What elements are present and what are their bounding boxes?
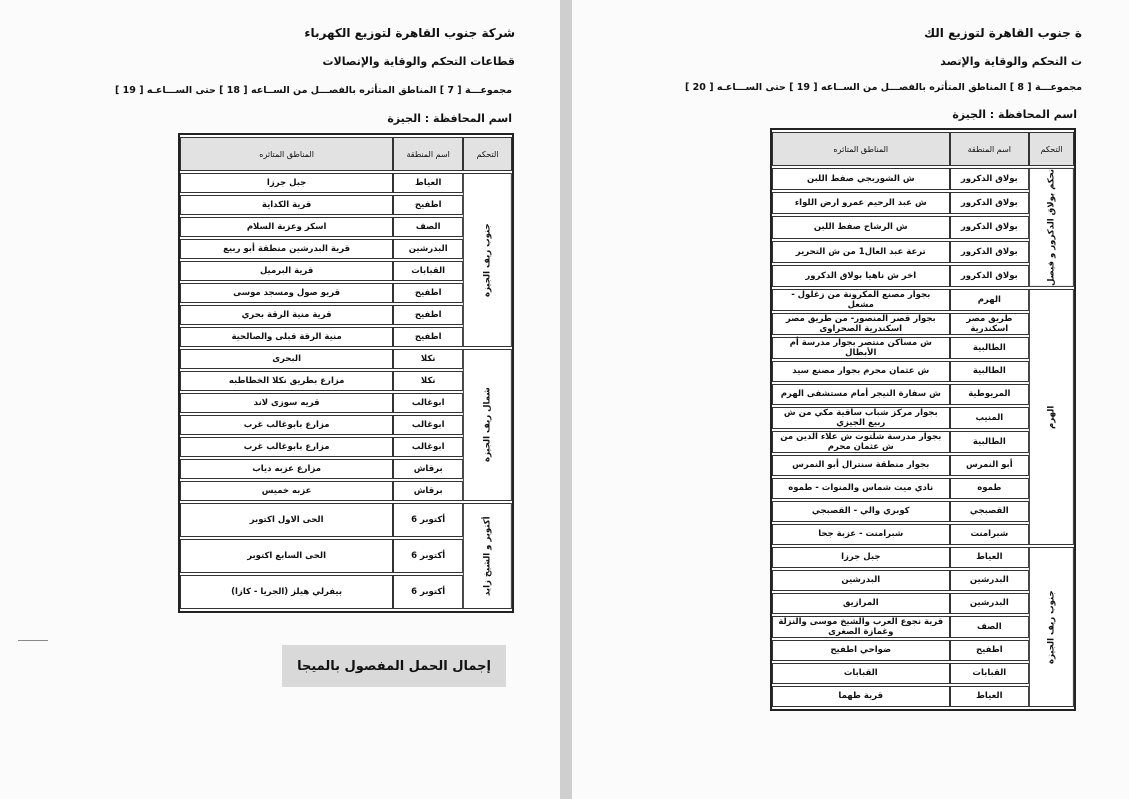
area-cell: الطالبية <box>950 431 1030 453</box>
area-cell: اطفيح <box>950 640 1030 661</box>
affected-cell: جبل جرزا <box>180 173 393 193</box>
affected-cell: قريه سوزى لاند <box>180 393 393 413</box>
area-cell: شبرامنت <box>950 524 1030 545</box>
affected-cell: ش عبد الرحيم عمرو ارض اللواء <box>772 192 950 214</box>
area-cell: القبابات <box>393 261 463 281</box>
area-cell: العياط <box>950 686 1030 707</box>
area-cell: الصف <box>950 616 1030 638</box>
table-row <box>180 503 512 537</box>
area-cell: ابوغالب <box>393 415 463 435</box>
sectors-title: ت التحكم والوقاية والإتصد <box>940 55 1082 68</box>
affected-cell: عزبه خميس <box>180 481 393 501</box>
area-cell: الطالبية <box>950 361 1030 382</box>
area-cell: بولاق الدكرور <box>950 265 1030 287</box>
affected-cell: ش سفارة النيجر أمام مستشفى الهرم <box>772 384 950 405</box>
affected-cell: قريو صول ومسجد موسى <box>180 283 393 303</box>
area-cell: طموه <box>950 478 1030 499</box>
affected-cell: المرازيق <box>772 593 950 614</box>
control-cell: جنوب ريف الجيزة <box>1029 547 1074 707</box>
affected-cell: قرية نجوع العرب والشيخ موسى والنزلة وغمازة الصغرى <box>772 616 950 638</box>
area-cell: الهرم <box>950 289 1030 311</box>
header-affected: المناطق المتاثره <box>180 137 393 171</box>
affected-cell: اسكر وعزبة السلام <box>180 217 393 237</box>
sectors-title: قطاعات التحكم والوقاية والإتصالات <box>322 55 515 68</box>
affected-cell: البحرى <box>180 349 393 369</box>
area-cell: أكتوبر 6 <box>393 539 463 573</box>
table-row <box>180 349 512 369</box>
affected-cell: قرية طهما <box>772 686 950 707</box>
right-page <box>572 0 1129 799</box>
affected-cell: الحى الاول اكتوبر <box>180 503 393 537</box>
table-row <box>180 173 512 193</box>
page-gutter <box>560 0 572 799</box>
affected-cell: مزارع بابوغالب غرب <box>180 415 393 435</box>
affected-cell: ترعة عبد العال1 من ش التحرير <box>772 241 950 263</box>
affected-cell: ش الرشاح صفط اللبن <box>772 216 950 238</box>
area-cell: الطالبية <box>950 337 1030 359</box>
affected-cell: بجوار قصر المنصور- من طريق مصر اسكندرية الصحراوى <box>772 313 950 335</box>
affected-cell: شبرامنت - عزبة جحا <box>772 524 950 545</box>
affected-cell: ضواحي اطفيح <box>772 640 950 661</box>
total-load-label: إجمال الحمل المفصول بالميجا <box>282 645 506 687</box>
header-affected: المناطق المتاثره <box>772 132 950 166</box>
control-cell: جنوب ريف الجيزة <box>463 173 512 347</box>
area-cell: العياط <box>393 173 463 193</box>
area-cell: أكتوبر 6 <box>393 575 463 609</box>
area-cell: نكلا <box>393 371 463 391</box>
affected-cell: جبل جرزا <box>772 547 950 568</box>
header-area: اسم المنطقة <box>393 137 463 171</box>
affected-cell: الحى السابع اكتوبر <box>180 539 393 573</box>
area-cell: العياط <box>950 547 1030 568</box>
area-cell: القصبجي <box>950 501 1030 522</box>
header-control: التحكم <box>1029 132 1074 166</box>
affected-cell: ش عثمان محرم بجوار مصنع سيد <box>772 361 950 382</box>
group-line: مجموعـــة [ 7 ] المناطق المتأثره بالفصـــل من الســاعه [ 18 ] حتى الســـاعـه [ 19 ] <box>115 85 512 96</box>
table-row <box>772 289 1074 311</box>
area-cell: المنيب <box>950 407 1030 429</box>
area-cell: ابوغالب <box>393 393 463 413</box>
affected-cell: نادي ميت شماس والمنوات - طموه <box>772 478 950 499</box>
area-cell: المريوطية <box>950 384 1030 405</box>
affected-cell: كوبري والي - القصبجي <box>772 501 950 522</box>
affected-cell: بجوار مدرسة شلتوت ش علاء الدين من ش عثمان محرم <box>772 431 950 453</box>
affected-cell: قرية منية الرقة بحري <box>180 305 393 325</box>
affected-cell: اخر ش ناهيا بولاق الدكرور <box>772 265 950 287</box>
area-cell: البدرشين <box>950 570 1030 591</box>
area-cell: بولاق الدكرور <box>950 168 1030 190</box>
group-line: مجموعـــة [ 8 ] المناطق المتأثره بالفصـــل من الســاعه [ 19 ] حتى الســـاعـه [ 20 ] <box>685 82 1082 93</box>
affected-cell: البدرشين <box>772 570 950 591</box>
scan-mark <box>18 640 48 641</box>
area-cell: أبو النمرس <box>950 455 1030 476</box>
affected-cell: بجوار مصنع المكرونة من زغلول - مشعل <box>772 289 950 311</box>
area-cell: أكتوبر 6 <box>393 503 463 537</box>
affected-cell: بيفرلي هيلز (الجريا - كازا) <box>180 575 393 609</box>
area-cell: بولاق الدكرور <box>950 192 1030 214</box>
affected-cell: مزارع عزبه دياب <box>180 459 393 479</box>
area-cell: البدرشين <box>950 593 1030 614</box>
affected-cell: ش الشوربجي صفط اللبن <box>772 168 950 190</box>
area-cell: بولاق الدكرور <box>950 241 1030 263</box>
control-cell: الهرم <box>1029 289 1074 545</box>
affected-cell: بجوار منطقة سنترال أبو النمرس <box>772 455 950 476</box>
control-cell: شمال ريف الجيزة <box>463 349 512 501</box>
governorate-label: اسم المحافظة : الجيزة <box>387 112 512 125</box>
area-cell: البدرشين <box>393 239 463 259</box>
affected-areas-table <box>178 133 514 613</box>
control-cell: أكتوبر و الشيخ زايد <box>463 503 512 609</box>
affected-areas-table <box>770 128 1076 711</box>
company-title: شركة جنوب القاهرة لتوزيع الكهرباء <box>304 26 515 40</box>
header-area: اسم المنطقة <box>950 132 1030 166</box>
affected-cell: مزارع بابوغالب غرب <box>180 437 393 457</box>
header-control: التحكم <box>463 137 512 171</box>
area-cell: طريق مصر اسكندرية <box>950 313 1030 335</box>
affected-cell: قرية البدرشين منطقة أبو ربيع <box>180 239 393 259</box>
area-cell: برقاش <box>393 481 463 501</box>
governorate-label: اسم المحافظة : الجيزة <box>952 108 1077 121</box>
company-title: ة جنوب القاهرة لتوزيع الك <box>924 26 1082 40</box>
affected-cell: القبابات <box>772 663 950 684</box>
area-cell: اطفيح <box>393 195 463 215</box>
area-cell: ابوغالب <box>393 437 463 457</box>
table-row <box>772 547 1074 568</box>
area-cell: اطفيح <box>393 327 463 347</box>
table-row <box>772 168 1074 190</box>
left-page <box>0 0 560 799</box>
area-cell: نكلا <box>393 349 463 369</box>
area-cell: برقاش <box>393 459 463 479</box>
affected-cell: قرية البرميل <box>180 261 393 281</box>
area-cell: بولاق الدكرور <box>950 216 1030 238</box>
affected-cell: بجوار مركز شباب ساقية مكي من ش ربيع الجيزي <box>772 407 950 429</box>
affected-cell: ش مساكن منتصر بجوار مدرسة أم الأبطال <box>772 337 950 359</box>
area-cell: القبابات <box>950 663 1030 684</box>
affected-cell: منية الرقة قبلى والصالحية <box>180 327 393 347</box>
affected-cell: قرية الكداية <box>180 195 393 215</box>
area-cell: اطفيح <box>393 283 463 303</box>
affected-cell: مزارع بطريق نكلا الخطاطبه <box>180 371 393 391</box>
area-cell: الصف <box>393 217 463 237</box>
control-cell: تحكم بولاق الدكرور و فيصل <box>1029 168 1074 287</box>
area-cell: اطفيح <box>393 305 463 325</box>
